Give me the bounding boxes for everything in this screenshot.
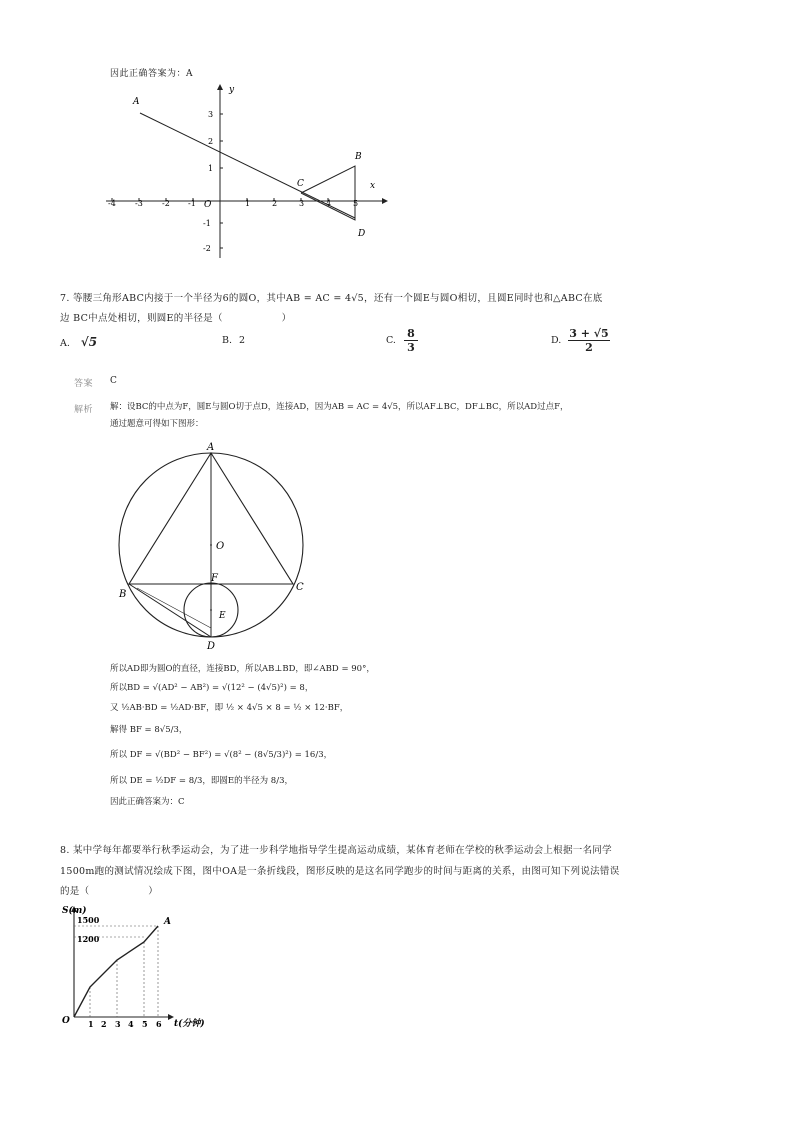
t-tick-1: 1 [88, 1019, 94, 1029]
point-c-label: C [297, 179, 304, 189]
choice-label: D. [551, 335, 562, 346]
label-e: E [219, 611, 226, 621]
q8-stem-line3: 的是（ ） [60, 886, 159, 897]
t-axis-label: t(分钟) [174, 1019, 205, 1029]
choice-label: C. [386, 335, 396, 346]
q7-choice-d [551, 335, 561, 346]
y-tick-3: 3 [208, 110, 214, 119]
t-tick-5: 5 [142, 1019, 148, 1029]
label-b: B [119, 589, 127, 600]
choice-label: B. [222, 335, 233, 346]
y-tick-neg1: -1 [203, 219, 211, 228]
s-axis-label: S(m) [62, 906, 87, 916]
q7-choice-b [222, 335, 245, 346]
s-tick-1500: 1500 [77, 915, 100, 925]
x-tick-4: 4 [326, 199, 332, 208]
point-a-label: A [133, 97, 140, 107]
choice-label: A. [60, 338, 70, 349]
distance-time-graph [60, 902, 225, 1034]
answer-label: 答案 [74, 379, 94, 389]
x-tick-neg4: -4 [108, 199, 116, 208]
circle-figure [110, 438, 320, 653]
fraction-numerator: 8 [407, 327, 415, 340]
segment-bd-shadow [137, 588, 211, 628]
t-tick-2: 2 [101, 1019, 107, 1029]
triangle-cbd [301, 166, 355, 220]
choice-value: √5 [80, 335, 98, 349]
t-tick-6: 6 [156, 1019, 162, 1029]
x-tick-neg3: -3 [135, 199, 143, 208]
previous-answer: 因此正确答案为：A [110, 69, 193, 79]
x-tick-5: 5 [353, 199, 359, 208]
q7-choice-d-fraction [568, 327, 610, 354]
point-a-graph-label: A [164, 917, 171, 927]
q7-choice-c-fraction [404, 327, 418, 354]
x-tick-2: 2 [272, 199, 278, 208]
label-c: C [296, 582, 304, 593]
x-tick-3: 3 [299, 199, 305, 208]
step-1: 所以AD即为圆O的直径，连接BD，所以AB⊥BD，即∠ABD = 90°， [110, 664, 375, 674]
fraction-denominator: 3 [404, 340, 418, 354]
q7-choice-a [60, 335, 97, 349]
choice-value: 2 [239, 335, 246, 346]
step-7-conclusion: 因此正确答案为：C [110, 797, 185, 807]
q7-choice-c [386, 335, 396, 346]
step-3: 又 ½AB·BD = ½AD·BF，即 ½ × 4√5 × 8 = ½ × 12·BF， [110, 703, 349, 713]
label-o: O [216, 541, 225, 552]
q7-stem-line1: 7. 等腰三角形ABC内接于一个半径为6的圆O，其中AB = AC = 4√5，还有一个圆E与圆O相切，且圆E同时也和△ABC在底 [60, 293, 603, 304]
analysis-line2: 通过题意可得如下图形： [110, 419, 204, 429]
x-tick-1: 1 [245, 199, 251, 208]
x-axis-label: x [370, 181, 376, 191]
s-tick-1200: 1200 [77, 934, 100, 944]
point-b-label: B [355, 152, 362, 162]
step-2: 所以BD = √(AD² − AB²) = √(12² − (4√5)²) = 8， [110, 683, 314, 693]
origin-label: O [204, 200, 212, 210]
fraction-numerator: 3 + √5 [569, 327, 609, 340]
q8-stem-line1: 8. 某中学每年都要举行秋季运动会，为了进一步科学地指导学生提高运动成绩，某体育老师在学校的秋季运动会上根据一名同学 [60, 845, 612, 856]
y-tick-2: 2 [208, 137, 214, 146]
t-tick-3: 3 [115, 1019, 121, 1029]
graph-origin: O [62, 1016, 70, 1026]
analysis-line1: 解：设BC的中点为F，圆E与圆O切于点D，连接AD，因为AB = AC = 4√5，所以AF⊥BC，DF⊥BC，所以AD过点F， [110, 402, 569, 412]
step-5: 所以 DF = √(BD² − BF²) = √(8² − (8√5/3)²) = 16/3， [110, 750, 333, 760]
answer-value: C [110, 376, 118, 386]
q8-stem-line2: 1500m跑的测试情况绘成下图，图中OA是一条折线段，图形反映的是这名同学跑步的时间与距离的关系，由图可知下列说法错误 [60, 866, 620, 877]
y-tick-1: 1 [208, 164, 214, 173]
label-d: D [207, 641, 216, 652]
point-d-label: D [358, 229, 366, 239]
fraction-denominator: 2 [568, 340, 610, 354]
segment-bd [129, 584, 211, 637]
label-a: A [207, 442, 215, 453]
q7-stem-line2: 边 BC中点处相切，则圆E的半径是（ ） [60, 313, 292, 324]
step-6: 所以 DE = ½DF = 8/3，即圆E的半径为 8/3， [110, 776, 293, 786]
x-tick-neg2: -2 [162, 199, 170, 208]
t-tick-4: 4 [128, 1019, 134, 1029]
coordinate-graph-1 [100, 80, 390, 260]
label-f: F [211, 573, 218, 584]
y-axis-label: y [229, 85, 235, 95]
y-tick-neg2: -2 [203, 244, 211, 253]
x-tick-neg1: -1 [188, 199, 196, 208]
step-4: 解得 BF = 8√5/3， [110, 725, 188, 735]
analysis-label: 解析 [74, 405, 94, 415]
